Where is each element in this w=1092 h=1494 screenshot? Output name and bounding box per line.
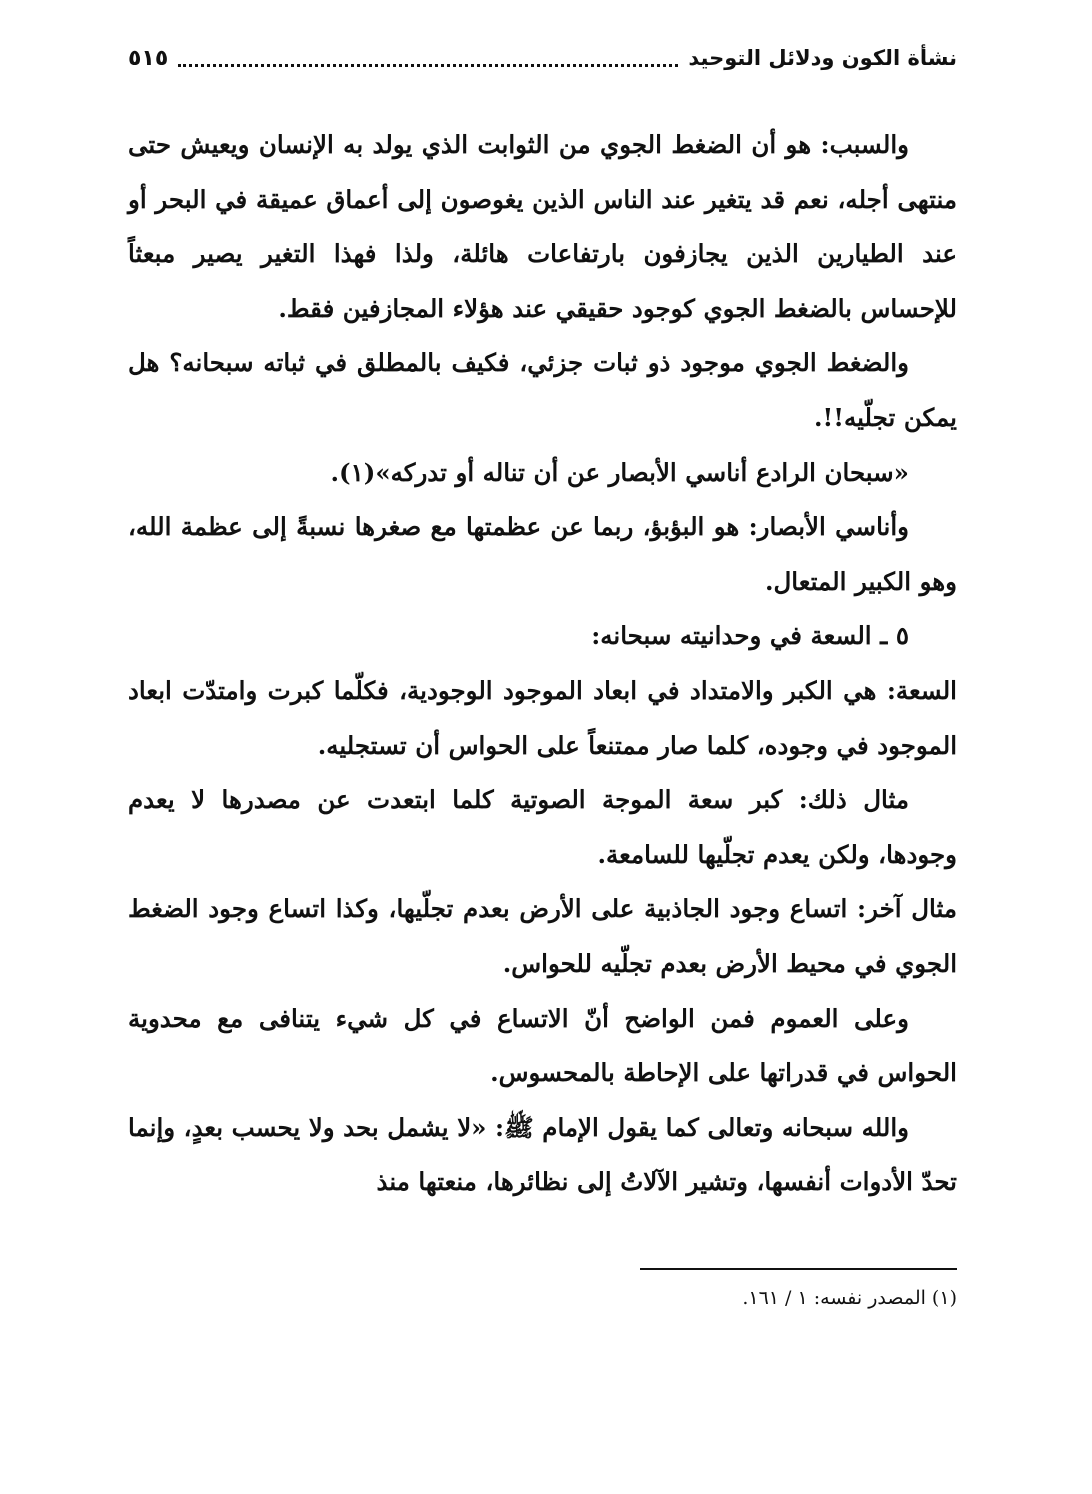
footnote-divider bbox=[640, 1268, 957, 1270]
paragraph: والسبب: هو أن الضغط الجوي من الثوابت الذي يولد به الإنسان ويعيش حتى منتهى أجله، نعم قد يتغير عند الناس الذين يغوصون إلى أعماق عميقة في البحر أو عند الطيارين الذين يجازفون بارتفاعات هائلة، ولذا فهذا التغير يصير مبعثاً للإحساس بالضغط الجوي كوجود حقيقي عند هؤلاء المجازفين فقط. bbox=[128, 130, 957, 323]
paragraph: السعة: هي الكبر والامتداد في ابعاد الموجود الوجودية، فكلّما كبرت وامتدّت ابعاد الموجود في وجوده، كلما صار ممتنعاً على الحواس أن تستجليه. bbox=[128, 675, 957, 760]
paragraph: مثال ذلك: كبر سعة الموجة الصوتية كلما ابتعدت عن مصدرها لا يعدم وجودها، ولكن يعدم تجلّيها للسامعة. bbox=[128, 785, 957, 869]
running-title: نشأة الكون ودلائل التوحيد bbox=[688, 46, 957, 70]
paragraph: والضغط الجوي موجود ذو ثبات جزئي، فكيف بالمطلق في ثباته سبحانه؟ هل يمكن تجلّيه!!. bbox=[128, 348, 957, 432]
quote-paragraph: «سبحان الرادع أناسي الأبصار عن أن تناله أو تدركه»(١). bbox=[330, 457, 909, 487]
paragraph: مثال آخر: اتساع وجود الجاذبية على الأرض بعدم تجلّيها، وكذا اتساع وجود الضغط الجوي في محيط الأرض بعدم تجلّيه للحواس. bbox=[128, 894, 957, 978]
paragraph: وعلى العموم فمن الواضح أنّ الاتساع في كل شيء يتنافى مع محدوية الحواس في قدراتها على الإحاطة بالمحسوس. bbox=[128, 1003, 957, 1088]
paragraph: وأناسي الأبصار: هو البؤبؤ، ربما عن عظمتها مع صغرها نسبةً إلى عظمة الله، وهو الكبير المتعال. bbox=[128, 512, 957, 596]
page-number: ٥١٥ bbox=[128, 45, 169, 71]
paragraph: والله سبحانه وتعالى كما يقول الإمام ﷺ: «لا يشمل بحد ولا يحسب بعدٍ، وإنما تحدّ الأدوات أنفسها، وتشير الآلاتُ إلى نظائرها، منعتها منذ bbox=[128, 1112, 957, 1197]
footnote: (١) المصدر نفسه: ١ / ١٦١. bbox=[742, 1287, 957, 1309]
running-header bbox=[128, 40, 957, 76]
section-heading: ٥ ـ السعة في وحدانيته سبحانه: bbox=[591, 621, 909, 651]
main-text bbox=[128, 118, 957, 1210]
header-leader-dots bbox=[178, 50, 678, 67]
